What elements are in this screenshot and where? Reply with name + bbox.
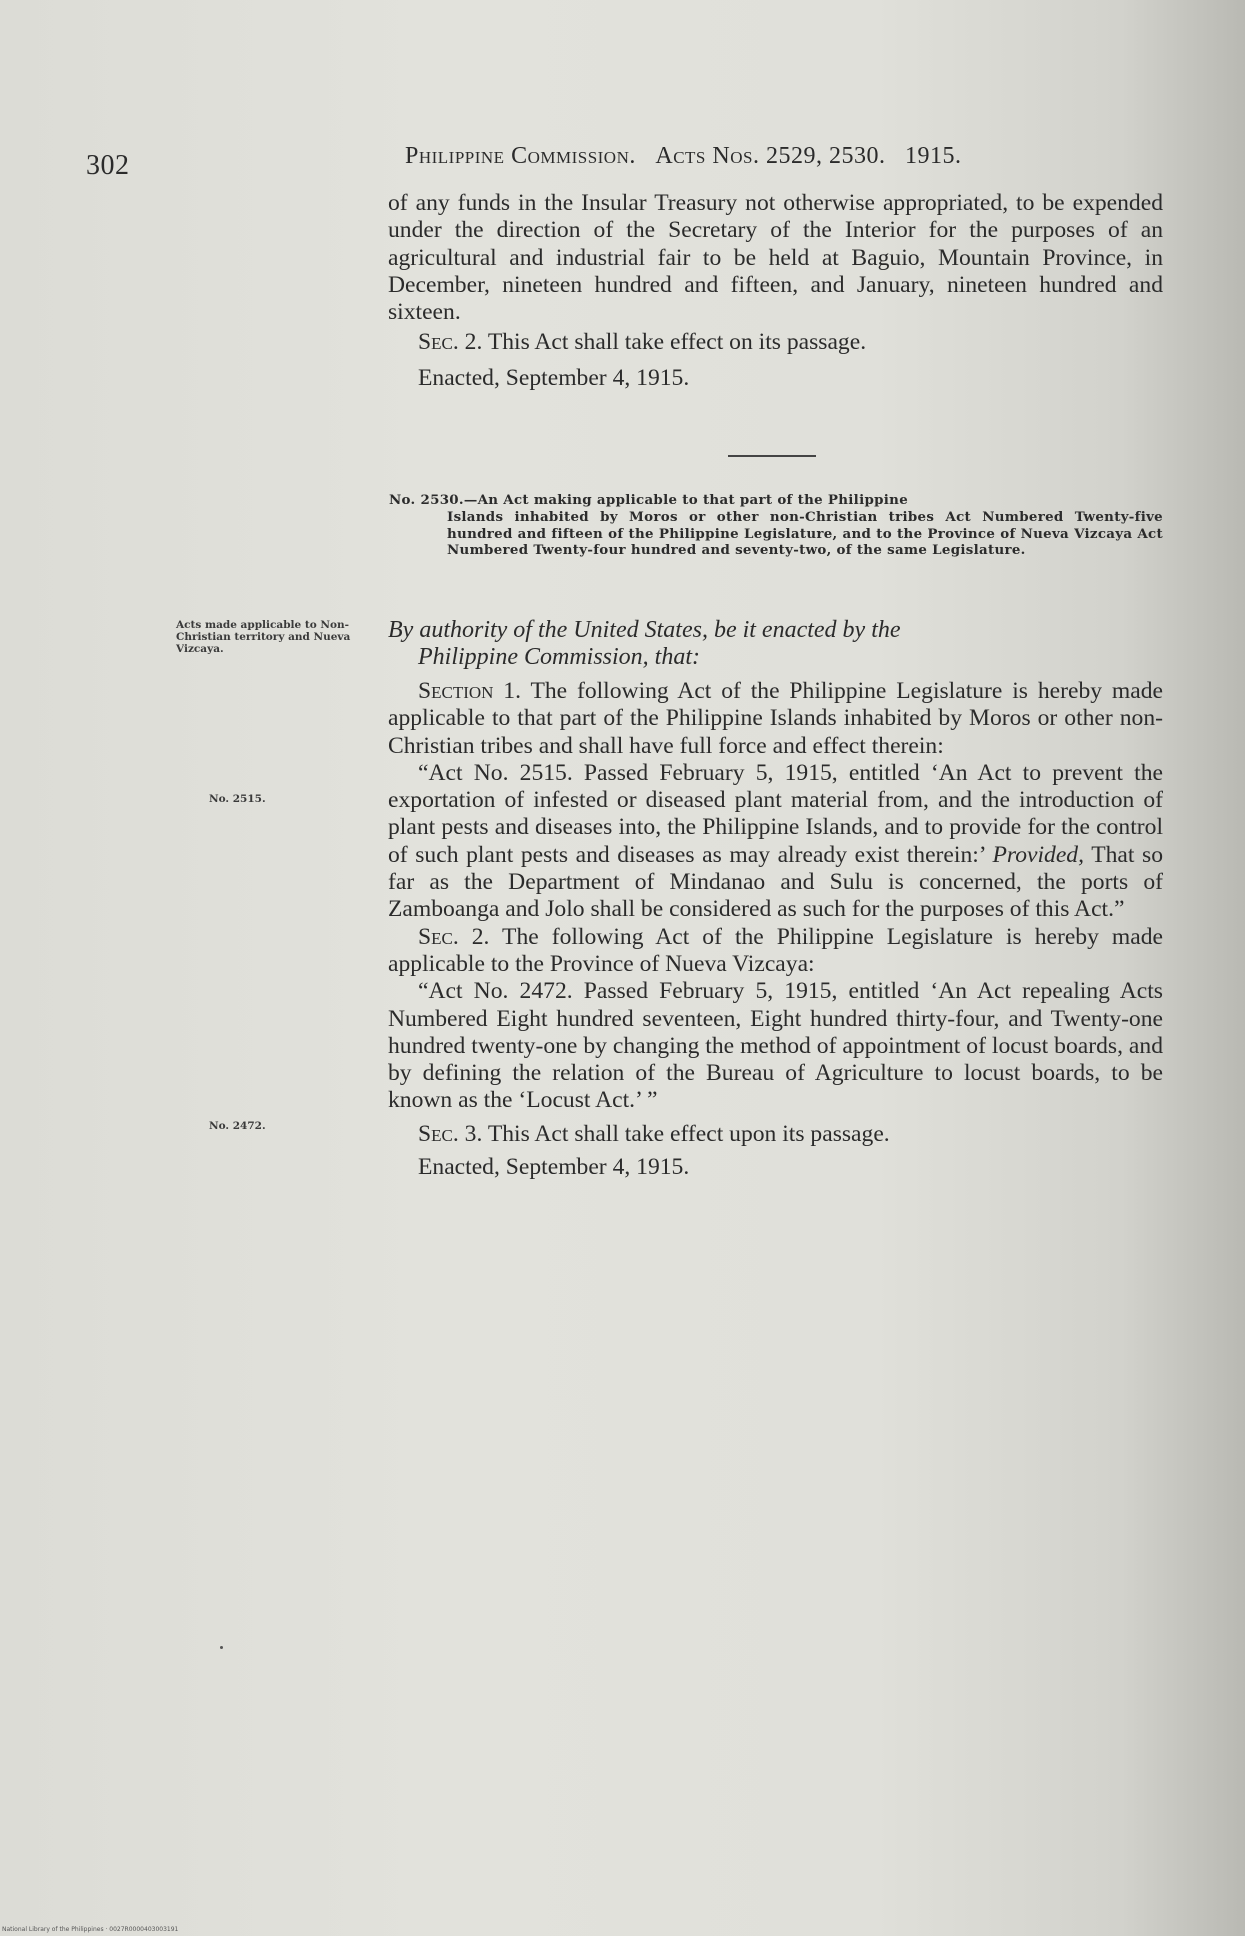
enacting-clause [388, 617, 1163, 671]
scan-footer: National Library of the Philippines · 0027R0000403003191 [2, 1926, 179, 1933]
running-head-year: 1915. [904, 143, 962, 169]
act-summary-first-line: No. 2530.—An Act making applicable to that part of the Philippine [389, 492, 909, 508]
section-divider [728, 455, 816, 457]
sec2-act-text: The following Act of the Philippine Legislature is hereby made applicable to the Province of Nueva Vizcaya: [388, 923, 1163, 977]
enacting-line-1: By authority of the United States, be it enacted by the [388, 617, 901, 643]
continuation-paragraph: of any funds in the Insular Treasury not otherwise appropriated, to be expended under the direction of the Secretary of the Interior for the purposes of an agricultural and industrial fair to be held at Baguio, Mountain Province, in December, nineteen hundred and fifteen, and January, nineteen hundred and sixteen. [388, 190, 1163, 326]
act-2530-body [388, 678, 1163, 1181]
section1-paragraph [388, 678, 1163, 760]
sec3-paragraph [388, 1121, 1163, 1148]
sec3-text: This Act shall take effect upon its passage. [487, 1120, 890, 1147]
quote-2515-part-a: “Act No. 2515. Passed February 5, 1915, entitled ‘An Act to prevent the exportation of infested or diseased plant material from, and the introduction of plant pests and diseases into, the Philippine Islands, and to provide for the control of such plant pests and diseases as may already exist therein:’ [388, 759, 1163, 868]
act-summary [389, 492, 1163, 559]
section1-text: The following Act of the Philippine Legislature is hereby made applicable to that part of the Philippine Islands inhabited by Moros or other non-Christian tribes and shall have full force and effect therein: [388, 678, 1163, 759]
act-summary-continuation: Islands inhabited by Moros or other non-Christian tribes Act Numbered Twenty-five hundred and fifteen of the Philippine Legislature, and to the Province of Nueva Vizcaya Act Numbered Twenty-four hundred and seventy-two, of the same Legislature. [447, 508, 1163, 559]
sec3-label: Sec. 3. [418, 1120, 483, 1147]
quote-act-2472: “Act No. 2472. Passed February 5, 1915, entitled ‘An Act repealing Acts Numbered Eight hundred seventeen, Eight hundred thirty-four, and Twenty-one hundred twenty-one by changing the method of appointment of locust boards, and by defining the relation of the Bureau of Agriculture to locust boards, to be known as the ‘Locust Act.’ ” [388, 978, 1163, 1114]
continuation-block [388, 190, 1163, 392]
quote-act-2515 [388, 760, 1163, 924]
page-number: 302 [86, 150, 130, 181]
running-head-acts: Acts Nos. 2529, 2530. [655, 143, 886, 169]
print-speck [220, 1646, 223, 1649]
enacting-line-2: Philippine Commission, that: [418, 644, 700, 670]
quote-2515-part-b: That so far as the Department of Mindanao and Sulu is concerned, the ports of Zamboanga and Jolo shall be considered as such for the purposes of this Act.” [388, 841, 1163, 923]
sec2-label: Sec. 2. [418, 329, 483, 356]
running-head [405, 143, 961, 170]
sec2-text: This Act shall take effect on its passage. [487, 329, 867, 356]
margin-note-no-2472: No. 2472. [209, 1120, 266, 1132]
sec2-paragraph [388, 329, 1163, 356]
quote-2515-provided: Provided, [992, 841, 1085, 868]
margin-note-acts-applicable: Acts made applicable to Non-Christian territory and Nueva Vizcaya. [176, 619, 351, 655]
sec2-act-2530 [388, 924, 1163, 979]
sec2-act-label: Sec. 2. [418, 923, 490, 950]
section1-label: Section 1. [418, 678, 521, 704]
enacted-line-2530: Enacted, September 4, 1915. [418, 1154, 690, 1181]
margin-note-no-2515: No. 2515. [209, 793, 266, 805]
running-head-title: Philippine Commission. [405, 143, 636, 169]
enacted-line: Enacted, September 4, 1915. [418, 364, 690, 391]
